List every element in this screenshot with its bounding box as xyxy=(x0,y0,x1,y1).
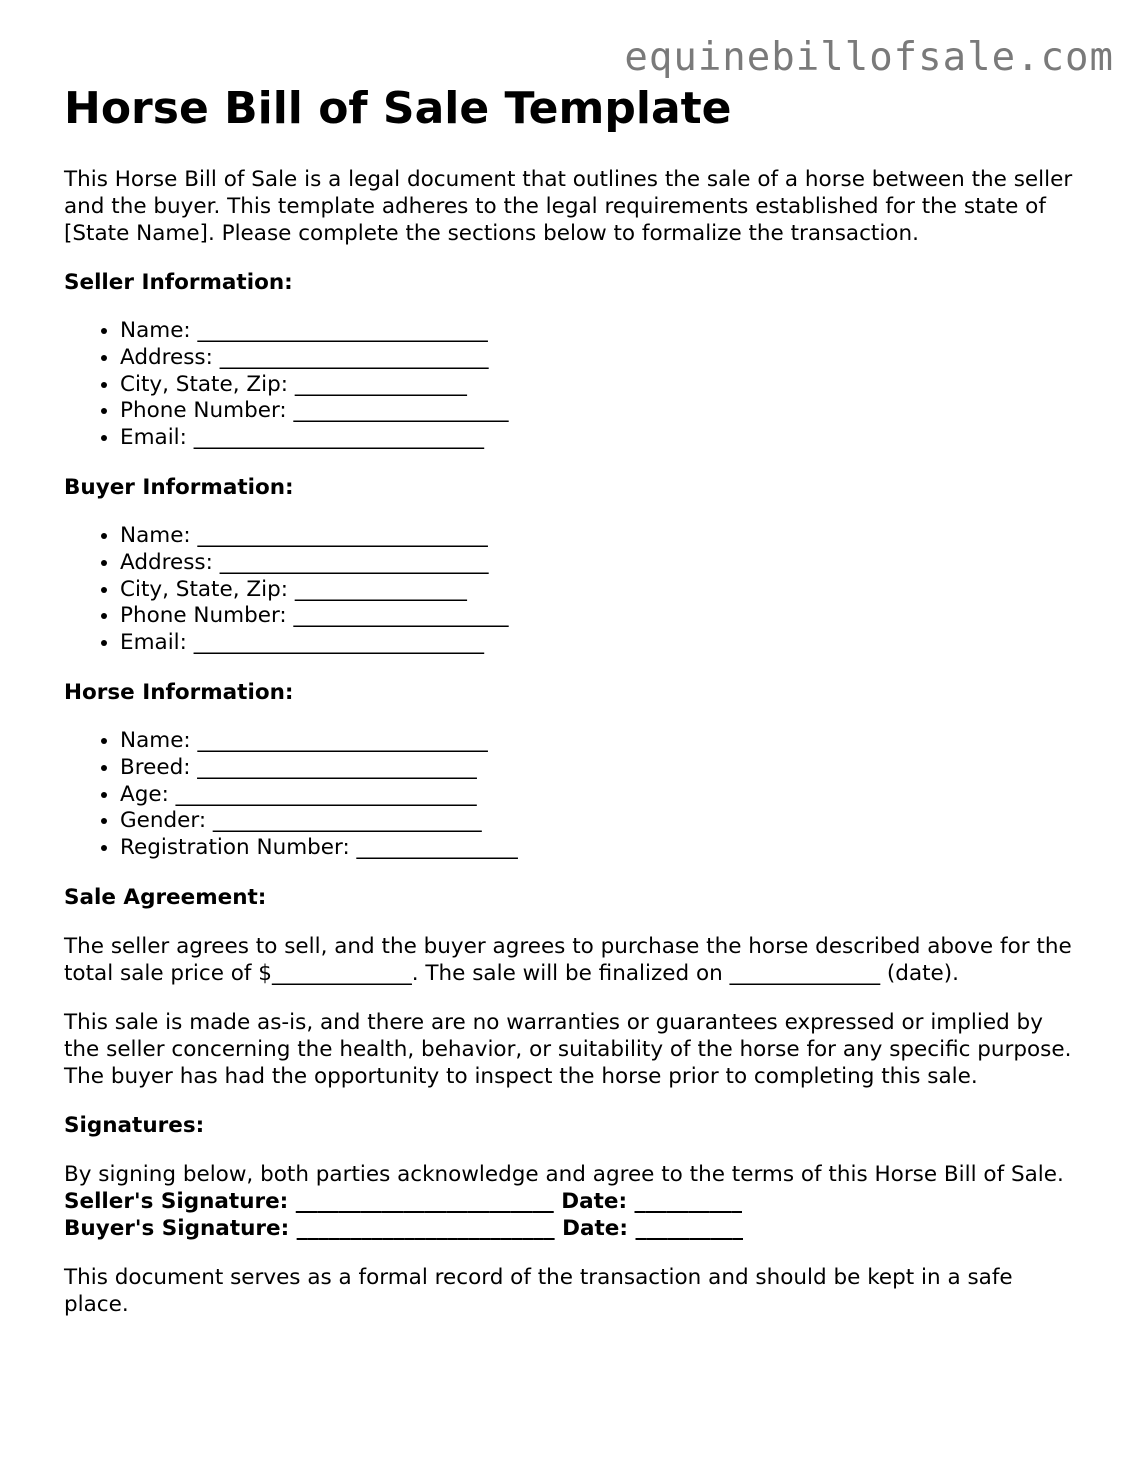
seller-email-field: • Email: ___________________________ xyxy=(120,425,1084,452)
buyer-city-state-zip-field: • City, State, Zip: ________________ xyxy=(120,577,1084,604)
buyer-email-field: • Email: ___________________________ xyxy=(120,630,1084,657)
closing-paragraph: This document serves as a formal record of the transaction and should be kept in a safe place. xyxy=(64,1264,1013,1317)
sale-price-paragraph: The seller agrees to sell, and the buyer agrees to purchase the horse described above for the total sale price of $_____________. The sale will be finalized on ______________ (date). xyxy=(64,933,1072,986)
buyer-info-heading: Buyer Information: xyxy=(64,474,294,500)
seller-name-field: • Name: ___________________________ xyxy=(120,318,1084,345)
site-watermark: equinebillofsale.com xyxy=(624,35,1114,80)
buyer-phone-field: • Phone Number: ____________________ xyxy=(120,603,1084,630)
horse-info-heading: Horse Information: xyxy=(64,679,294,705)
horse-registration-field: • Registration Number: _______________ xyxy=(120,835,1084,862)
signatures-paragraph: By signing below, both parties acknowledge and agree to the terms of this Horse Bill of Sale. xyxy=(64,1161,1064,1187)
horse-name-field: • Name: ___________________________ xyxy=(120,728,1084,755)
sale-agreement-heading: Sale Agreement: xyxy=(64,884,267,910)
document-page xyxy=(64,80,1084,1318)
as-is-paragraph: This sale is made as-is, and there are no warranties or guarantees expressed or implied by the seller concerning the health, behavior, or suitability of the horse for any specific purpose. The buyer has had the opportunity to inspect the horse prior to completing this sale. xyxy=(64,1009,1072,1089)
intro-paragraph: This Horse Bill of Sale is a legal document that outlines the sale of a horse between the seller and the buyer. This template adheres to the legal requirements established for the state of [State Name]. Please complete the sections below to formalize the transaction. xyxy=(64,167,1073,246)
seller-info-list xyxy=(64,318,1084,452)
seller-signature-line: Seller's Signature: ________________________ Date: __________ xyxy=(64,1188,743,1214)
horse-info-list xyxy=(64,728,1084,862)
horse-age-field: • Age: ____________________________ xyxy=(120,782,1084,809)
horse-gender-field: • Gender: _________________________ xyxy=(120,808,1084,835)
buyer-info-list xyxy=(64,523,1084,657)
seller-info-heading: Seller Information: xyxy=(64,270,293,295)
buyer-signature-line: Buyer's Signature: ________________________ Date: __________ xyxy=(64,1215,743,1241)
seller-city-state-zip-field: • City, State, Zip: ________________ xyxy=(120,372,1084,399)
seller-address-field: • Address: _________________________ xyxy=(120,345,1084,372)
horse-breed-field: • Breed: __________________________ xyxy=(120,755,1084,782)
buyer-name-field: • Name: ___________________________ xyxy=(120,523,1084,550)
seller-phone-field: • Phone Number: ____________________ xyxy=(120,398,1084,425)
page-title: Horse Bill of Sale Template xyxy=(64,83,732,134)
buyer-address-field: • Address: _________________________ xyxy=(120,550,1084,577)
signatures-heading: Signatures: xyxy=(64,1112,205,1138)
